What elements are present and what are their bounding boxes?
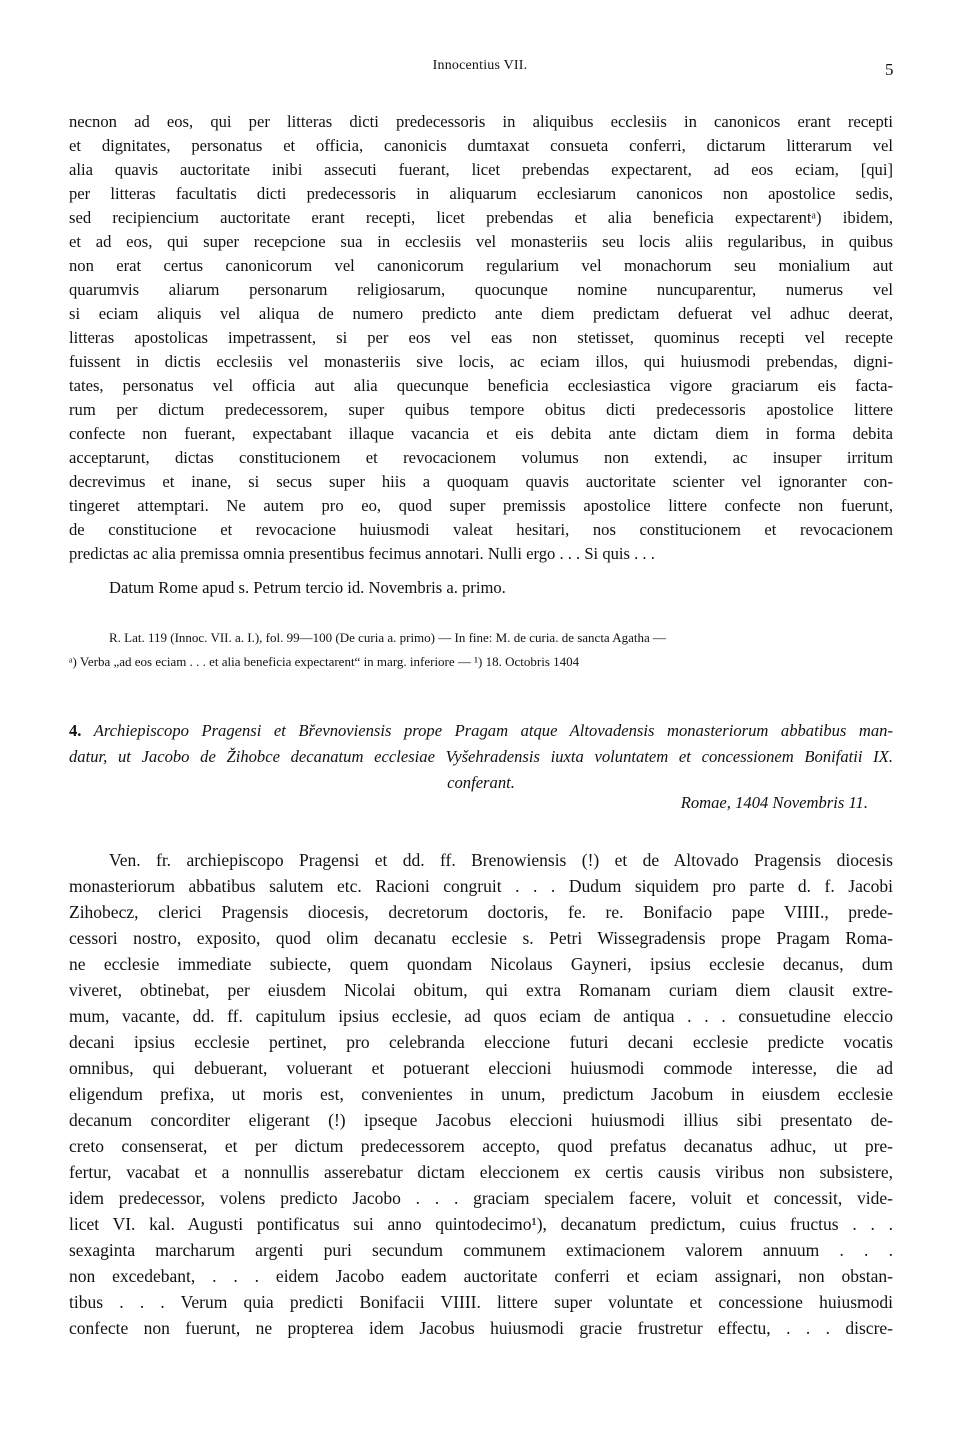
body-line: viveret, obtinebat, per eiusdem Nicolai obitum, qui extra Romanam curiam diem clausit extre- xyxy=(69,980,893,1000)
text-line: predictas ac alia premissa omnia presentibus fecimus annotari. Nulli ergo . . . Si quis . . . xyxy=(69,544,655,563)
regest-text: Archiepiscopo Pragensi et Břevnoviensis prope Pragam atque Altovadensis monasteriorum abbatibus man- xyxy=(93,721,893,740)
body-line: mum, vacante, dd. ff. capitulum ipsius ecclesie, ad quos eciam de antiqua . . . consuetudine eleccio xyxy=(69,1006,893,1026)
body-line: fertur, vacabat et a nonnullis asserebatur dictam eleccionem ex certis causis viribus non subsistere, xyxy=(69,1162,893,1182)
text-line: confecte non fuerant, expectabant illaque vacancia et eis debita ante dictam diem in forma debita xyxy=(69,424,893,443)
text-line: de constitucione et revocacione huiusmodi valeat hesitari, nos constitucionem et revocacionem xyxy=(69,520,893,539)
text-line: non erat certus canonicorum vel canonicorum regularium vel monachorum seu monialium aut xyxy=(69,256,893,275)
text-line: tingeret attemptari. Ne autem pro eo, quod super premissis apostolice littere confecte non fuerunt, xyxy=(69,496,893,515)
document-number: 4. xyxy=(69,721,82,740)
body-line: Zihobecz, clerici Pragensis diocesis, decretorum doctoris, fe. re. Bonifacio pape VIIII., prede- xyxy=(69,902,893,922)
text-line: sed recipiencium auctoritate erant recepti, licet prebendas et alia beneficia expectarentᵃ) ibidem, xyxy=(69,208,893,227)
body-line: eligendum prefixa, ut moris est, convenientes in unum, predictum Jacobum in eiusdem ecclesie xyxy=(69,1084,893,1104)
text-line: necnon ad eos, qui per litteras dicti predecessoris in aliquibus ecclesiis in canonicos erant recepti xyxy=(69,112,893,131)
text-line: decrevimus et inane, si secus super hiis a quoquam quavis auctoritate scienter vel ignoranter con- xyxy=(69,472,893,491)
regest-date: Romae, 1404 Novembris 11. xyxy=(680,793,868,812)
text-line: fuissent in dictis ecclesiis vel monasteriis sive locis, ac eciam illos, qui huiusmodi prebendas, digni- xyxy=(69,352,893,371)
text-line: et ad eos, qui super recepcione sua in ecclesiis vel monasteriis seu locis aliis regularibus, in quibus xyxy=(69,232,893,251)
body-line: monasteriorum abbatibus salutem etc. Racioni congruit . . . Dudum siquidem pro parte d. f. Jacobi xyxy=(69,876,893,896)
text-line: alia quavis auctoritate inibi assecuti fuerant, licet prebendas expectarent, ad eos eciam, [qui] xyxy=(69,160,893,179)
body-line: omnibus, qui debuerant, voluerant et potuerant eleccioni huiusmodi commode interesse, die ad xyxy=(69,1058,893,1078)
text-line: quarumvis aliarum personarum religiosarum, quocunque nomine nuncuparentur, numerus vel xyxy=(69,280,893,299)
regest-line: conferant. xyxy=(447,773,515,792)
body-line: tibus . . . Verum quia predicti Bonifacii VIIII. littere super voluntate et concessione huiusmodi xyxy=(69,1292,893,1312)
text-line: per litteras facultatis dicti predecessoris in aliquarum ecclesiarum canonicos non apostolice sedis, xyxy=(69,184,893,203)
footnote: ᵃ) Verba „ad eos eciam . . . et alia beneficia expectarent“ in marg. inferiore — ¹) 18. Octobris 1404 xyxy=(69,654,580,669)
body-line: Ven. fr. archiepiscopo Pragensi et dd. ff. Brenowiensis (!) et de Altovado Pragensis diocesis xyxy=(109,850,893,870)
body-line: non excedebant, . . . eidem Jacobo eadem auctoritate conferri et eciam assignari, non obstan- xyxy=(69,1266,893,1286)
body-line: decani ipsius ecclesie pertinet, pro celebranda eleccione futuri decani ecclesie predicte vocatis xyxy=(69,1032,893,1052)
body-line: sexaginta marcharum argenti puri secundum communem extimacionem valorem annuum . . . xyxy=(69,1240,893,1260)
regest-line: datur, ut Jacobo de Žihobce decanatum ecclesiae Vyšehradensis iuxta voluntatem et concessionem Bonifatii IX. xyxy=(69,747,893,766)
text-line: rum per dictum predecessorem, super quibus tempore obitus dicti predecessoris apostolice littere xyxy=(69,400,893,419)
body-line: creto consenserat, et per dictum predecessorem accepto, quod prefatus decanatus adhuc, ut pre- xyxy=(69,1136,893,1156)
text-line: litteras apostolicas impetrassent, si per eos vel eas non stetisset, quominus recepti vel recepte xyxy=(69,328,893,347)
source-reference: R. Lat. 119 (Innoc. VII. a. I.), fol. 99—100 (De curia a. primo) — In fine: M. de curia. de sancta Agatha — xyxy=(109,630,667,645)
text-line: si eciam aliquis vel aliqua de numero predicto ante diem predictam defuerat vel adhuc deerat, xyxy=(69,304,893,323)
body-line: idem predecessor, volens predicto Jacobo . . . graciam specialem facere, voluit et concessit, vide- xyxy=(69,1188,893,1208)
body-line: decanum concorditer eligerant (!) ipseque Jacobus eleccioni huiusmodi illius sibi presentato de- xyxy=(69,1110,893,1130)
text-line: et dignitates, personatus et officia, canonicis dumtaxat consueta conferri, dictarum litterarum vel xyxy=(69,136,893,155)
text-line: acceptarunt, dictas constitucionem et revocacionem volumus non extendi, ac insuper irritum xyxy=(69,448,893,467)
dating-line: Datum Rome apud s. Petrum tercio id. Novembris a. primo. xyxy=(109,578,506,597)
page-number: 5 xyxy=(885,60,894,79)
body-line: confecte non fuerunt, ne propterea idem Jacobus huiusmodi gracie frustretur effectu, . . . discre- xyxy=(69,1318,893,1338)
body-line: ne ecclesie immediate subiecte, quem quondam Nicolaus Gayneri, ipsius ecclesie decanus, dum xyxy=(69,954,893,974)
body-line: cessori nostro, exposito, quod olim decanatu ecclesie s. Petri Wissegradensis prope Pragam Roma- xyxy=(69,928,893,948)
text-line: tates, personatus vel officia aut alia quecunque beneficia ecclesiastica vigore graciarum eis facta- xyxy=(69,376,893,395)
running-head: Innocentius VII. xyxy=(432,58,528,73)
regest-line xyxy=(69,718,893,744)
body-line: licet VI. kal. Augusti pontificatus sui anno quintodecimo¹), decanatum predictum, cuius fructus . . . xyxy=(69,1214,893,1234)
